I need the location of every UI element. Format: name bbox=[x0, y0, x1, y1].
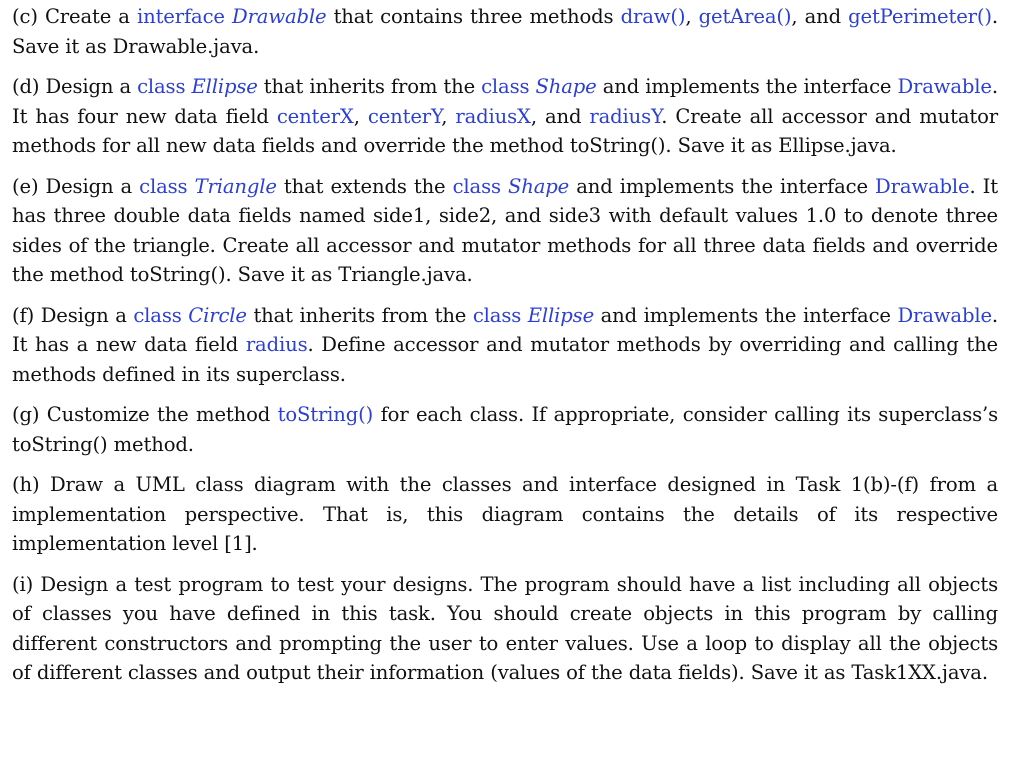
body-text: that inherits from the bbox=[246, 303, 473, 327]
highlighted-term: interface bbox=[136, 5, 225, 28]
highlighted-term: radius bbox=[245, 333, 308, 356]
highlighted-term: Drawable bbox=[875, 174, 970, 198]
body-text: for each class. If appropriate, consider calling its superclass’s toString() method. bbox=[12, 403, 998, 456]
task-item-c bbox=[12, 2, 998, 61]
highlighted-term: Drawable bbox=[232, 5, 327, 28]
task-item-h bbox=[12, 470, 998, 559]
body-text: and implements the interface bbox=[569, 174, 876, 198]
task-item-g bbox=[12, 400, 998, 459]
body-text: . It has four new data field bbox=[12, 75, 998, 128]
highlighted-term: class bbox=[481, 75, 530, 98]
highlighted-term: class bbox=[472, 303, 522, 327]
body-text bbox=[225, 5, 232, 28]
body-text: (d) Design a bbox=[12, 75, 138, 98]
highlighted-term: class bbox=[139, 174, 188, 198]
highlighted-term: class bbox=[133, 303, 182, 327]
highlighted-term: centerY bbox=[367, 104, 442, 128]
highlighted-term: draw() bbox=[620, 5, 686, 28]
body-text: , bbox=[441, 104, 456, 128]
highlighted-term: Drawable bbox=[897, 75, 992, 98]
body-text: and implements the interface bbox=[596, 75, 898, 98]
task-item-e bbox=[12, 172, 998, 290]
body-text: (c) Create a bbox=[12, 5, 137, 28]
body-text: , and bbox=[530, 104, 590, 128]
body-text bbox=[187, 175, 194, 198]
assignment-document bbox=[12, 2, 998, 699]
body-text: . Define accessor and mutator methods by overriding and calling the methods defined in its superclass. bbox=[12, 333, 998, 386]
body-text: that contains three methods bbox=[326, 5, 621, 28]
highlighted-term: class bbox=[137, 75, 186, 98]
task-item-f bbox=[12, 301, 998, 390]
highlighted-term: centerX bbox=[276, 104, 354, 128]
highlighted-term: Circle bbox=[188, 303, 247, 327]
body-text: (g) Customize the method bbox=[12, 403, 278, 426]
highlighted-term: Shape bbox=[508, 174, 570, 198]
highlighted-term: Ellipse bbox=[191, 75, 258, 98]
body-text: , bbox=[353, 104, 368, 128]
task-item-i bbox=[12, 570, 998, 688]
body-text: , and bbox=[791, 5, 849, 28]
body-text: . Create all accessor and mutator methods for all new data fields and override the method toString(). Save it as Ellipse.java. bbox=[12, 104, 998, 157]
body-text: and implements the interface bbox=[594, 303, 898, 327]
highlighted-term: Triangle bbox=[194, 174, 277, 198]
highlighted-term: toString() bbox=[277, 403, 374, 426]
body-text: . It has three double data fields named side1, side2, and side3 with default values 1.0 to denote three sides of the triangle. Create all accessor and mutator methods for all three data fields and override the method toString(). Save it as Triangle.java. bbox=[12, 174, 998, 286]
highlighted-term: radiusX bbox=[455, 104, 531, 128]
body-text: (f) Design a bbox=[12, 303, 134, 327]
body-text: . Save it as Drawable.java. bbox=[12, 5, 998, 58]
body-text: (i) Design a test program to test your designs. The program should have a list including all objects of classes you have defined in this task. You should create objects in this program by calling different constructors and prompting the user to enter values. Use a loop to display all the objects of different classes and output their information (values of the data fields). Save it as Task1XX.java. bbox=[12, 572, 998, 684]
highlighted-term: class bbox=[452, 174, 501, 198]
body-text: , bbox=[685, 5, 699, 28]
highlighted-term: Shape bbox=[535, 75, 597, 98]
highlighted-term: getArea() bbox=[698, 5, 792, 28]
highlighted-term: getPerimeter() bbox=[848, 5, 992, 28]
body-text: that extends the bbox=[276, 174, 453, 198]
body-text: that inherits from the bbox=[257, 75, 482, 98]
body-text: . It has a new data field bbox=[12, 303, 998, 356]
body-text bbox=[521, 304, 528, 327]
highlighted-term: Ellipse bbox=[527, 303, 595, 327]
body-text: (h) Draw a UML class diagram with the classes and interface designed in Task 1(b)-(f) from a implementation perspective. That is, this diagram contains the details of its respective implementation level [1]. bbox=[12, 473, 998, 555]
body-text bbox=[501, 175, 508, 198]
highlighted-term: Drawable bbox=[897, 303, 992, 327]
body-text: (e) Design a bbox=[12, 174, 140, 198]
task-item-d bbox=[12, 72, 998, 161]
highlighted-term: radiusY bbox=[589, 104, 662, 128]
